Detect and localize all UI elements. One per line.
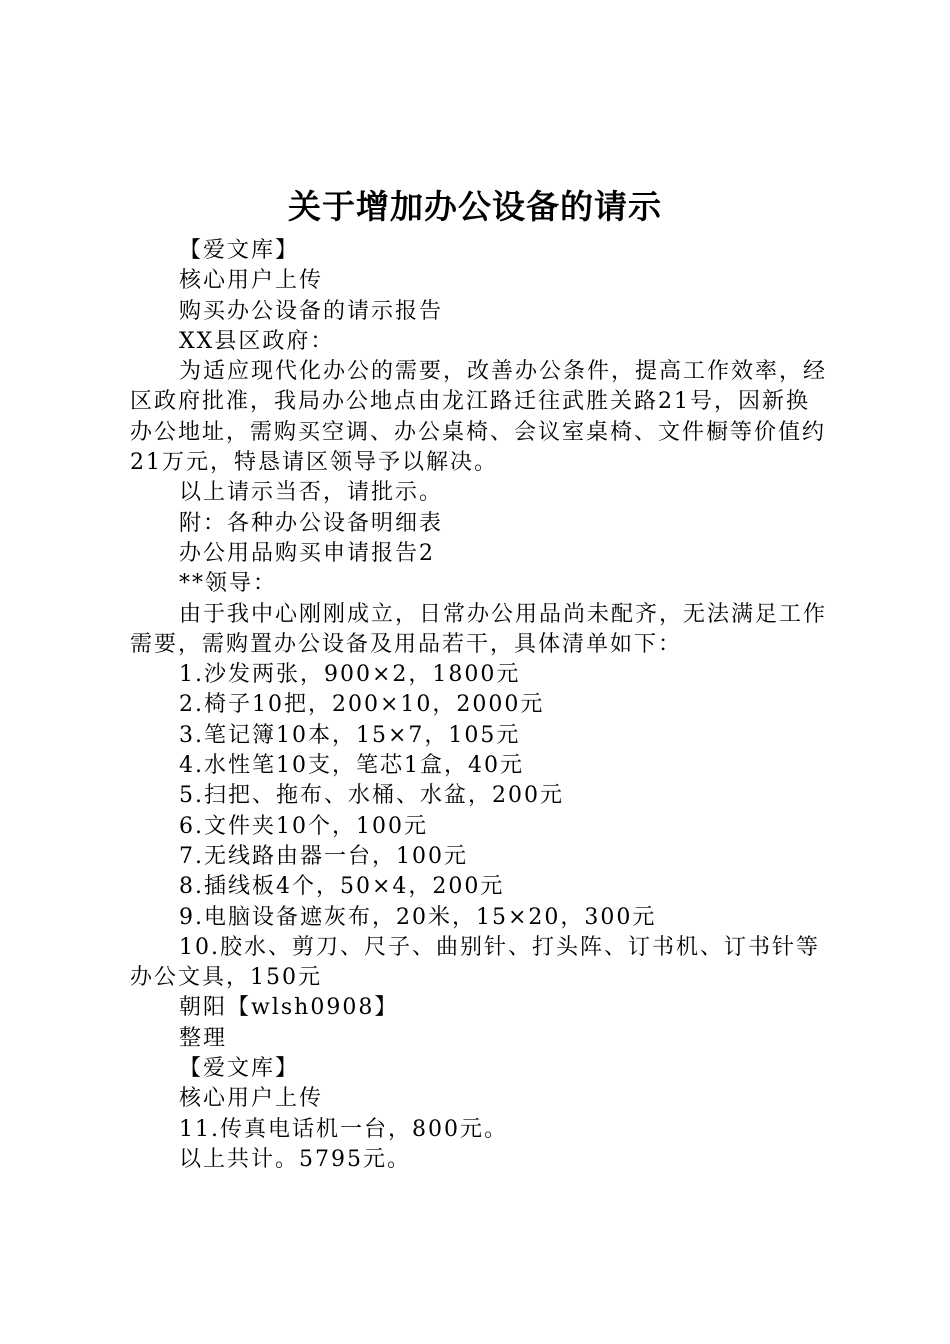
- paragraph: 附：各种办公设备明细表: [179, 510, 444, 536]
- paragraph: 【爱文库】: [179, 1056, 300, 1082]
- list-item: 5.扫把、拖布、水桶、水盆，200元: [179, 783, 564, 809]
- document-title: 关于增加办公设备的请示: [288, 187, 662, 226]
- paragraph: 朝阳【wlsh0908】: [179, 995, 399, 1021]
- list-item: 1.沙发两张，900×2，1800元: [179, 662, 521, 688]
- paragraph: 购买办公设备的请示报告: [179, 298, 444, 324]
- list-item: 4.水性笔10支，笔芯1盒，40元: [179, 753, 524, 779]
- paragraph: 核心用户上传: [179, 1086, 324, 1112]
- paragraph: 整理: [179, 1025, 228, 1051]
- paragraph: 以上共计。5795元。: [179, 1146, 411, 1172]
- paragraph: 办公用品购买申请报告2: [179, 540, 435, 566]
- paragraph: 【爱文库】: [179, 238, 300, 263]
- paragraph: XX县区政府：: [179, 328, 335, 354]
- list-item: 10.胶水、剪刀、尺子、曲别针、打头阵、订书机、订书针等办公文具，150元: [130, 934, 820, 991]
- list-item: 6.文件夹10个，100元: [179, 813, 428, 839]
- paragraph: 由于我中心刚刚成立，日常办公用品尚未配齐，无法满足工作需要，需购置办公设备及用品若干，具体清单如下：: [130, 601, 828, 657]
- paragraph: 以上请示当否，请批示。: [179, 480, 444, 506]
- list-item: 9.电脑设备遮灰布，20米，15×20，300元: [179, 904, 657, 930]
- list-item: 7.无线路由器一台，100元: [179, 843, 468, 869]
- paragraph: 核心用户上传: [179, 268, 324, 294]
- paragraph: 为适应现代化办公的需要，改善办公条件，提高工作效率，经区政府批准，我局办公地点由龙江路迁往武胜关路21号，因新换办公地址，需购买空调、办公桌椅、会议室桌椅、文件橱等价值约21万元，特恳请区领导予以解决。: [130, 359, 828, 476]
- list-item: 11.传真电话机一台，800元。: [179, 1116, 508, 1142]
- list-item: 8.插线板4个，50×4，200元: [179, 874, 505, 900]
- list-item: 3.笔记簿10本，15×7，105元: [179, 722, 521, 748]
- paragraph: **领导：: [179, 571, 278, 597]
- list-item: 2.椅子10把，200×10，2000元: [179, 692, 545, 718]
- document-body: [130, 236, 830, 1175]
